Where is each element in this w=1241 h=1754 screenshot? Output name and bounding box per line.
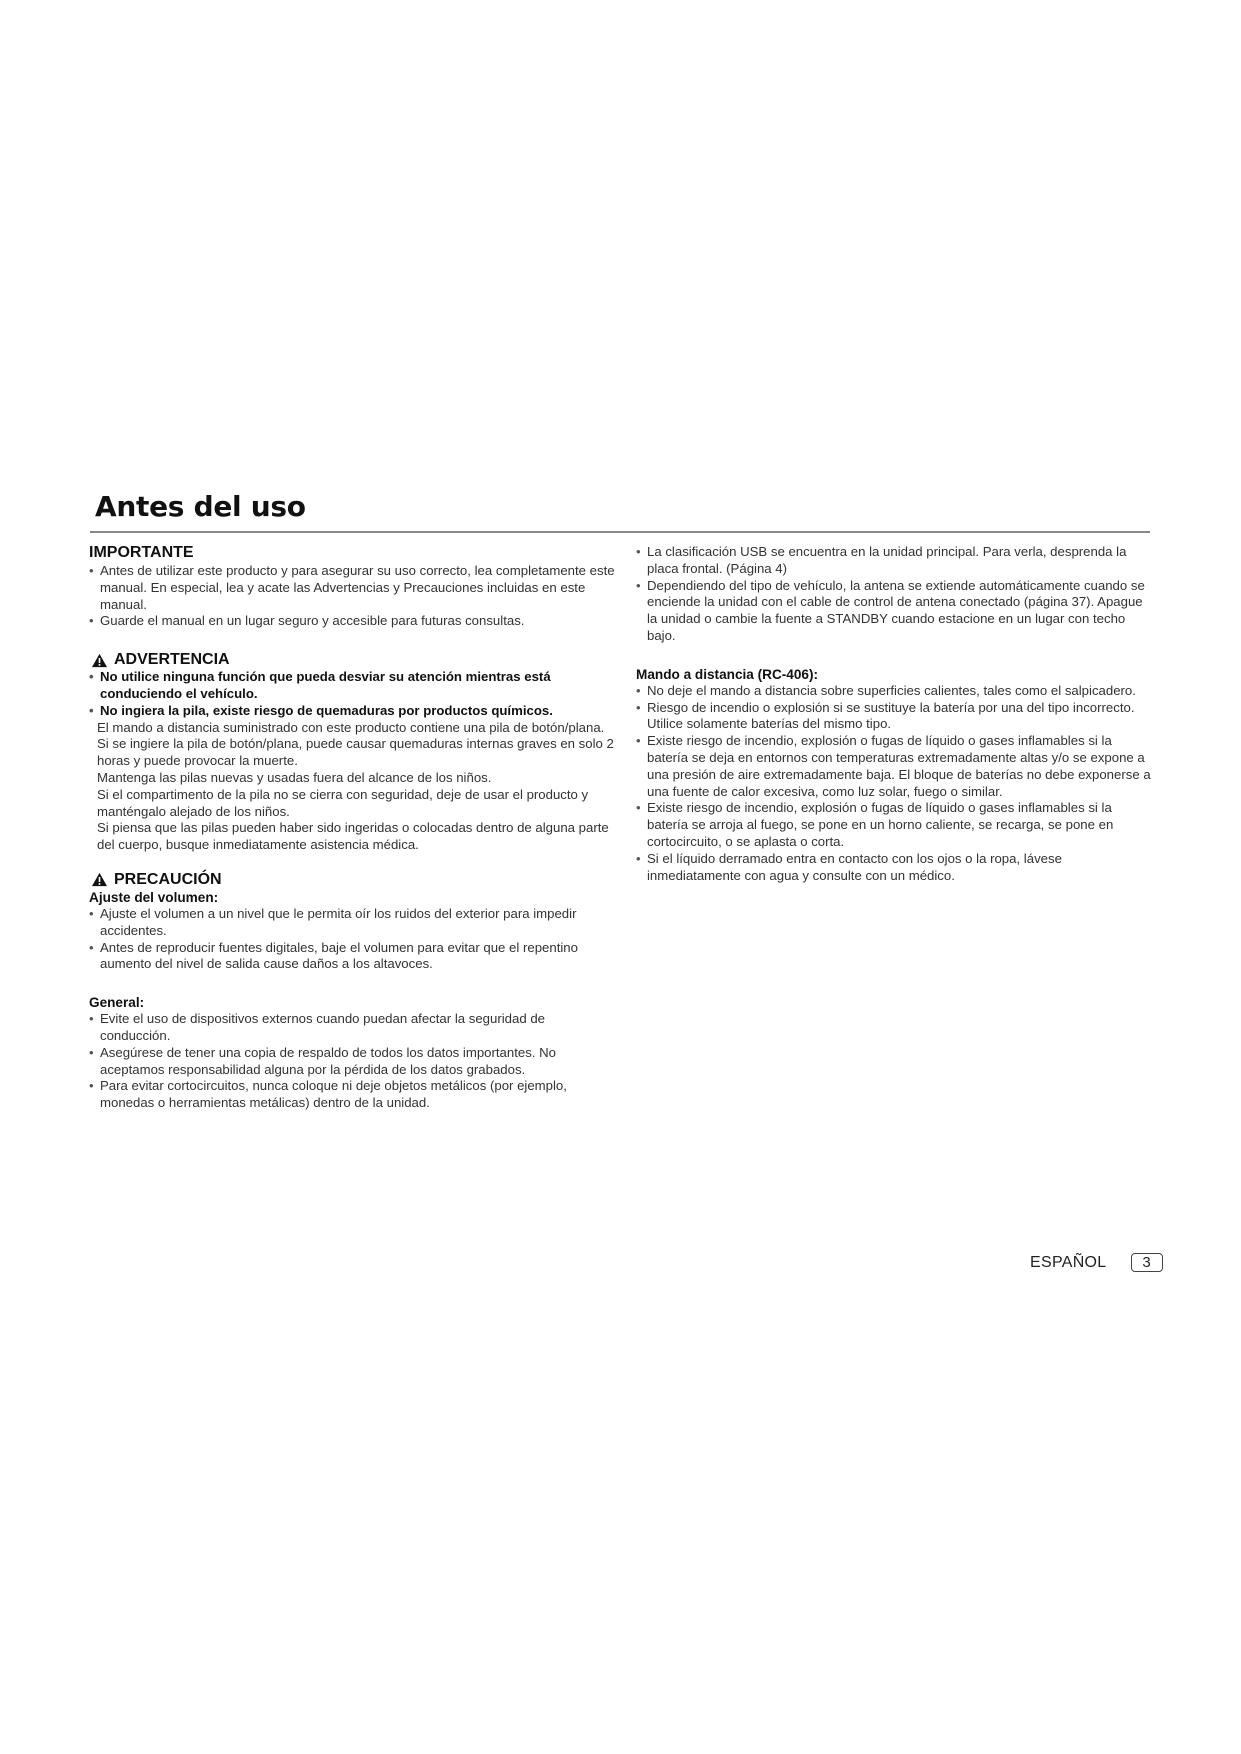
list-item: • Evite el uso de dispositivos externos cuando puedan afectar la seguridad de conducción.: [89, 1011, 619, 1045]
left-column: [89, 544, 619, 1112]
advertencia-label: ADVERTENCIA: [114, 651, 230, 669]
advertencia-paragraph: Si el compartimento de la pila no se cierra con seguridad, deje de usar el producto y manténgalo alejado de los niños.: [97, 786, 589, 819]
advertencia-list: [89, 669, 619, 719]
list-item: • No ingiera la pila, existe riesgo de quemaduras por productos químicos.: [89, 703, 619, 720]
list-item: • La clasificación USB se encuentra en la unidad principal. Para verla, desprenda la placa frontal. (Página 4): [636, 544, 1151, 578]
advertencia-paragraph: Si piensa que las pilas pueden haber sido ingeridas o colocadas dentro de alguna parte del cuerpo, busque inmediatamente asistencia médica.: [97, 820, 609, 853]
footer-language: ESPAÑOL: [1030, 1253, 1107, 1271]
volumen-list: [89, 906, 619, 973]
advertencia-paragraph: El mando a distancia suministrado con este producto contiene una pila de botón/plana.: [97, 719, 605, 735]
precaucion-heading: [89, 871, 619, 889]
list-item: • Si el líquido derramado entra en contacto con los ojos o la ropa, lávese inmediatamente con agua y consulte con un médico.: [636, 851, 1151, 885]
list-item: • Asegúrese de tener una copia de respaldo de todos los datos importantes. No aceptamos responsabilidad alguna por la pérdida de los datos grabados.: [89, 1045, 619, 1079]
page-number: 3: [1131, 1253, 1163, 1272]
list-item: • Dependiendo del tipo de vehículo, la antena se extiende automáticamente cuando se enciende la unidad con el cable de control de antena conectado (página 37). Apague la unidad o cambie la fuente a STANDBY cuando estacione en un lugar con techo bajo.: [636, 578, 1151, 645]
list-item: • Antes de utilizar este producto y para asegurar su uso correcto, lea completamente este manual. En especial, lea y acate las Advertencias y Precauciones incluidas en este manual.: [89, 563, 619, 613]
general-list: [89, 1011, 619, 1112]
list-item: • Antes de reproducir fuentes digitales, baje el volumen para evitar que el repentino aumento del nivel de salida cause daños a los altavoces.: [89, 940, 619, 974]
general-subheading: General:: [89, 995, 145, 1011]
list-item: • Existe riesgo de incendio, explosión o fugas de líquido o gases inflamables si la batería se deja en entornos con temperaturas extremadamente altas y/o se expone a una presión de aire extremadamente baja. El bloque de baterías no debe exponerse a una fuente de calor excesiva, como luz solar, fuego o similar.: [636, 733, 1151, 800]
mando-list: [636, 683, 1151, 885]
list-item: • Existe riesgo de incendio, explosión o fugas de líquido o gases inflamables si la batería se arroja al fuego, se pone en un horno caliente, se recarga, se pone en cortocircuito, o se aplasta o corta.: [636, 800, 1151, 850]
advertencia-heading: [89, 651, 619, 669]
importante-list: [89, 563, 619, 630]
page-footer: [1030, 1253, 1163, 1272]
importante-heading: IMPORTANTE: [89, 544, 194, 561]
right-column: [636, 544, 1151, 884]
list-item: • Para evitar cortocircuitos, nunca coloque ni deje objetos metálicos (por ejemplo, monedas o herramientas metálicas) dentro de la unidad.: [89, 1078, 619, 1112]
list-item: • No utilice ninguna función que pueda desviar su atención mientras está conduciendo el vehículo.: [89, 669, 619, 703]
warning-icon: [91, 872, 108, 887]
page-title: Antes del uso: [95, 490, 306, 523]
list-item: • No deje el mando a distancia sobre superficies calientes, tales como el salpicadero.: [636, 683, 1151, 700]
warning-icon: [91, 653, 108, 668]
mando-subheading: Mando a distancia (RC-406):: [636, 666, 819, 682]
advertencia-paragraph: Si se ingiere la pila de botón/plana, puede causar quemaduras internas graves en solo 2 horas y puede provocar la muerte.: [97, 736, 614, 769]
precaucion-label: PRECAUCIÓN: [114, 870, 222, 888]
advertencia-paragraph: Mantenga las pilas nuevas y usadas fuera del alcance de los niños.: [97, 769, 492, 785]
title-divider: [90, 531, 1150, 533]
volumen-subheading: Ajuste del volumen:: [89, 889, 219, 905]
usb-antenna-list: [636, 544, 1151, 645]
list-item: • Riesgo de incendio o explosión si se sustituye la batería por una del tipo incorrecto. Utilice solamente baterías del mismo tipo.: [636, 700, 1151, 734]
list-item: • Ajuste el volumen a un nivel que le permita oír los ruidos del exterior para impedir accidentes.: [89, 906, 619, 940]
list-item: • Guarde el manual en un lugar seguro y accesible para futuras consultas.: [89, 613, 619, 630]
